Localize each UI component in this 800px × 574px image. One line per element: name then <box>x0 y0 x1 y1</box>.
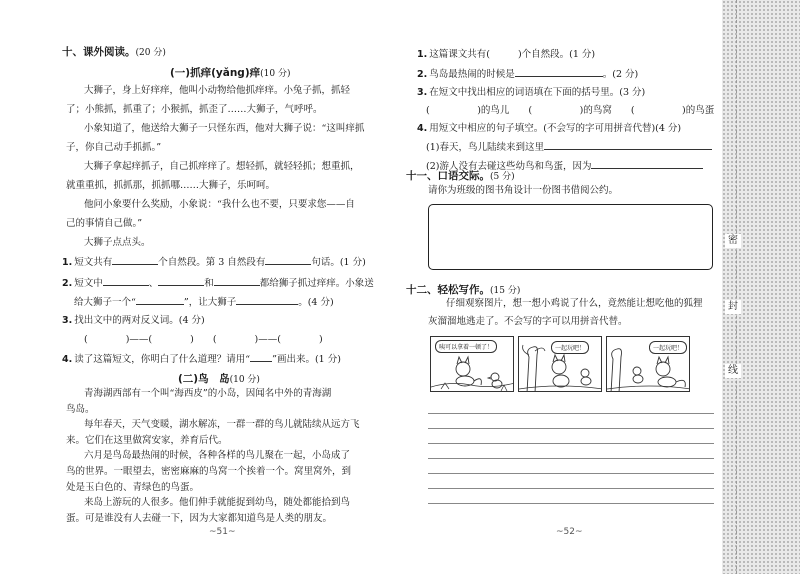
passage-1-line: 子，你自己动手抓抓。” <box>66 142 162 153</box>
right-question-1: 1. 这篇课文共有( )个自然段。(1 分) <box>417 49 596 60</box>
right-question-2: 2. 鸟岛最热闹的时候是 。(2 分) <box>417 66 638 83</box>
answer-blank[interactable] <box>544 139 712 150</box>
binding-margin <box>722 0 800 574</box>
passage-2-line: 来岛上游玩的人很多。他们伸手就能捉到幼鸟，随处都能拾到鸟 <box>84 497 351 509</box>
passage-2-line: 处是玉白色的、青绿色的鸟蛋。 <box>66 481 200 493</box>
passage-1-line: 大狮子拿起痒抓子，自己抓痒痒了。想轻抓，就轻轻抓；想重抓， <box>84 161 360 172</box>
section-10-title: 十、课外阅读。(20 分) <box>62 46 166 58</box>
page-number-left: ~51~ <box>209 527 236 537</box>
seal-char-xian: 线 <box>725 364 741 378</box>
seal-char-feng: 封 <box>725 300 741 314</box>
comic-panel-1 <box>430 336 514 392</box>
passage-2-line: 青海湖西部有一个叫“海西皮”的小岛，因闻名中外的青海湖 <box>84 388 332 399</box>
passage-2-line: 来。它们在这里做窝安家，养育后代。 <box>66 434 228 446</box>
speech-bubble: 一起玩吧！ <box>551 341 589 354</box>
section-12-title: 十二、轻松写作。(15 分) <box>406 284 521 296</box>
passage-2-title: (二)鸟 岛(10 分) <box>178 373 260 385</box>
passage-1-title: (一)抓痒(yǎng)痒(10 分) <box>170 67 291 79</box>
passage-2-line: 蛋。可是谁没有人去碰一下，因为大家都知道鸟是人类的朋友。 <box>66 512 333 524</box>
passage-1-line: 他问小象要什么奖励，小象说：“我什么也不要，只要求您——自 <box>84 199 355 210</box>
passage-1-line: 大狮子点点头。 <box>84 237 151 248</box>
passage-1-line: 小象知道了，他送给大狮子一只怪东西，他对大狮子说：“这叫痒抓 <box>84 123 365 134</box>
comic-panel-2 <box>518 336 602 392</box>
writing-line[interactable] <box>428 488 714 489</box>
passage-2-line: 鸟的世界。一眼望去，密密麻麻的鸟窝一个挨着一个。窝里窝外，到 <box>66 466 352 477</box>
writing-line[interactable] <box>428 443 714 444</box>
passage-1-line: 就重重抓，抓抓那，抓抓哪……大狮子，乐呵呵。 <box>66 180 276 191</box>
right-question-4-sub-1: (1)春天，鸟儿陆续来到这里 <box>426 139 712 156</box>
passage-2-line: 六月是鸟岛最热闹的时候，各种各样的鸟儿聚在一起，小岛成了 <box>84 450 351 462</box>
passage-1-line: 己的事情自己做。” <box>66 218 143 229</box>
library-rules-answer-box[interactable] <box>428 204 713 270</box>
question-4: 4. 读了这篇短文，你明白了什么道理？请用“ ”画出来。(1 分) <box>62 351 341 368</box>
right-question-4: 4. 用短文中相应的句子填空。(不会写的字可用拼音代替)(4 分) <box>417 123 682 134</box>
question-2-line-2: 给大狮子一个“ ”，让大狮子 。(4 分) <box>74 294 334 311</box>
section-11-title: 十一、口语交际。(5 分) <box>406 170 515 182</box>
question-1: 1. 短文共有 个自然段。第 3 自然段有 句话。(1 分) <box>62 254 366 271</box>
passage-1-line: 大狮子，身上好痒痒，他叫小动物给他抓痒痒。小兔子抓，抓轻 <box>84 85 351 96</box>
page-number-right: ~52~ <box>556 527 583 537</box>
passage-2-line: 每年春天，天气变暖，湖水解冻，一群一群的鸟儿就陆续从远方飞 <box>84 419 360 431</box>
right-question-4-sub-2: (2)游人没有去碰这些幼鸟和鸟蛋，因为 <box>426 158 703 175</box>
seal-line <box>736 0 737 574</box>
right-question-3-row[interactable]: ( )的鸟儿 ( )的鸟窝 ( )的鸟蛋 <box>426 105 715 116</box>
question-3: 3. 找出文中的两对反义词。(4 分) <box>62 315 205 326</box>
speech-bubble: 咦可以拿着一顿了！ <box>435 340 497 353</box>
passage-1-line: 了；小熊抓，抓重了；小猴抓，抓歪了……大狮子，气呼呼。 <box>66 104 323 115</box>
writing-line[interactable] <box>428 458 714 459</box>
seal-char-mi: 密 <box>725 234 741 248</box>
writing-line[interactable] <box>428 503 714 504</box>
answer-blank[interactable] <box>515 66 603 77</box>
section-12-instruction-line-1: 仔细观察图片，想一想小鸡说了什么，竟然能让想吃他的狐狸 <box>446 298 703 309</box>
passage-2-line: 鸟岛。 <box>66 403 95 415</box>
question-2: 2. 短文中 、 和 都给狮子抓过痒痒。小象送 <box>62 275 374 292</box>
writing-line[interactable] <box>428 413 714 414</box>
speech-bubble: 一起玩吧！ <box>649 341 687 354</box>
comic-panel-3 <box>606 336 690 392</box>
writing-line[interactable] <box>428 428 714 429</box>
writing-line[interactable] <box>428 473 714 474</box>
answer-blank[interactable] <box>591 158 703 169</box>
right-question-3: 3. 在短文中找出相应的词语填在下面的括号里。(3 分) <box>417 87 646 98</box>
section-11-instruction: 请你为班级的图书角设计一份图书借阅公约。 <box>428 185 619 196</box>
section-12-instruction-line-2: 灰溜溜地逃走了。不会写的字可以用拼音代替。 <box>428 316 628 327</box>
question-3-antonym-row[interactable]: ( )——( ) ( )——( ) <box>84 334 323 345</box>
